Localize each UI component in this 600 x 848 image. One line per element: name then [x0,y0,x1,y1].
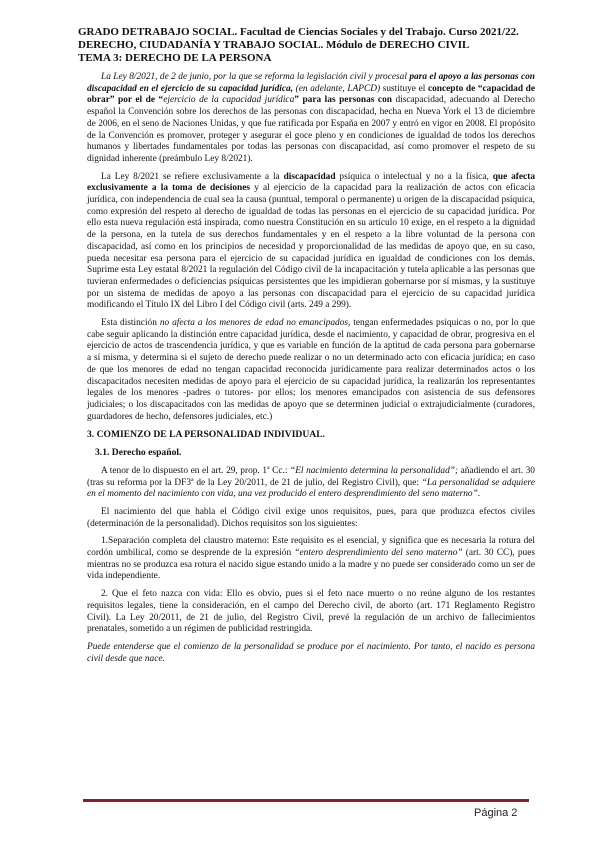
text-span: , tengan enfermedades psíquicas o no, por lo que cabe seguir aplicando la distinción entre capacidad jurídica, desde el nacimiento, y capacidad de obrar, progresiva en el ejercicio de actos de trascendencia jurídica, y que es variable en función de la aptitud de cada persona para gobernarse a sí misma, y determina si el sujeto de derecho puede realizar o no un determinado acto con eficacia jurídica; en caso de que los menores de edad no tengan capacidad reconocida jurídicamente para realizar determinados actos o los discapacitados necesiten medidas de apoyo para el ejercicio de su capacidad jurídica, la realizarán los representantes legales de los menores -padres o tutores- por ellos; los menores emancipados con asistencia de sus defensores judiciales; o los discapacitados con las medidas de apoyo que se determinen judicial o extrajudicialmente (curadores, guardadores de hecho, defensores judiciales, etc.) [87,318,535,422]
text-span: (art. 30 CC), pues mientras no se produzca esa rotura el nacido sigue estando unido a la madre y no puede ser considerado como un ser de vida independiente. [87,548,535,582]
subsection-heading-3-1: 3.1. Derecho español. [95,447,182,459]
concept-bold-end: ” para las personas con [294,95,392,106]
menores-italic: no afecta a los menores de edad no emancipados [159,318,349,329]
text-span: A tenor de lo dispuesto en el art. 29, prop. 1ª Cc.: [101,465,291,476]
header-course-line: GRADO DETRABAJO SOCIAL. Facultad de Ciencias Sociales y del Trabajo. Curso 2021/22. [78,26,519,38]
requirement-1 [87,536,535,583]
footer-rule [83,799,529,802]
lapcd-note: (en adelante, LAPCD) [293,83,381,94]
quote-art30: “La personalidad se adquiere en el momento del nacimiento con vida, una vez producido el entero desprendimiento del seno materno” [87,477,535,500]
paragraph-art29 [87,466,535,501]
document-body [87,72,535,671]
concept-bold: concepto de “capacidad de obrar” por el de “ [87,83,535,106]
header-topic-line: TEMA 3: DERECHO DE LA PERSONA [78,52,272,64]
text-span: sustituye el [380,83,428,94]
law-purpose: para el apoyo a las personas con discapacidad en el ejercicio de su capacidad jurídica, [87,72,535,94]
quote-desprendimiento: “entero desprendimiento del seno materno” [294,548,463,559]
concept-italic: ejercicio de la capacidad jurídica [163,95,295,106]
text-span: . [477,489,481,500]
text-span: y al ejercicio de la capacidad para la realización de actos con eficacia jurídica, con independencia de cual sea la causa (puntual, temporal o permanente) u origen de la discapacidad psíquica, como expresión del respeto al derecho de igualdad de todas las personas en el ejercicio de su capacidad jurídica. Por ello esta nueva regulación está inspirada, como nuestra Constitución en su artículo 10 exige, en el respeto a la dignidad de la persona, en la tutela de sus derechos fundamentales y en el respeto a la libre voluntad de la persona con discapacidad, así como en los principios de necesidad y proporcionalidad de las medidas de apoyo que, en su caso, pueda necesitar esa persona para el ejercicio de su capacidad jurídica en igualdad de condiciones con los demás. Suprime esta Ley estatal 8/2021 la regulación del Código civil de la incapacitación y tutela aplicable a las personas que tuvieran enfermedades o deficiencias psíquicas persistentes que les impidieran gobernarse por sí mismas, y la sustituye por un sistema de medidas de apoyo a las personas con discapacidad para el ejercicio de su capacidad jurídica modificando el Título IX del Libro I del Código civil (arts. 249 a 299). [87,183,535,311]
text-span: Esta distinción [101,318,160,329]
paragraph-menores [87,318,535,423]
discapacidad-term: discapacidad [283,171,336,182]
page-header [78,26,548,65]
page-number: Página 2 [474,807,518,819]
header-module-line: DERECHO, CIUDADANÍA Y TRABAJO SOCIAL. Módulo de DERECHO CIVIL [78,39,470,51]
paragraph-requisitos: El nacimiento del que habla el Código civil exige unos requisitos, pues, para que produzca efectos civiles (determinación de la personalidad). Dichos requisitos son los siguientes: [87,506,535,529]
text-span: psíquica o intelectual y no a la física, [335,171,493,182]
requirement-2: 2. Que el feto nazca con vida: Ello es obvio, pues si el feto nace muerto o no reúne alguno de los restantes requisitos legales, tiene la consideración, en el campo del Derecho civil, de aborto (art. 171 Reglamento Registro Civil). La Ley 20/2011, de 21 de julio, del Registro Civil, prevé la regulación de un archivo de fallecimientos prenatales, sometido a un régimen de publicidad restringida. [87,589,535,635]
text-span: discapacidad, adecuando al Derecho español la Convención sobre los derechos de las personas con discapacidad, hecha en Nueva York el 13 de diciembre de 2006, en el seno de Naciones Unidas, y que fue ratificada por España en 2007 y entró en vigor en 2008. El propósito de la Convención es promover, proteger y asegurar el goce pleno y en condiciones de igualdad de todos los derechos humanos y libertades fundamentales por todas las personas con discapacidad, así como promover el respeto de su dignidad inherente (preámbulo Ley 8/2021). [87,95,535,164]
decisions-bold: que afecta exclusivamente a la toma de decisiones [87,171,535,194]
paragraph-ley-intro [87,72,535,166]
paragraph-discapacidad [87,172,535,312]
law-title: La Ley 8/2021, de 2 de junio, por la que se reforma la legislación civil y procesal [101,72,407,82]
text-span: 1.Separación completa del claustro materno: Este requisito es el esencial, y significa que es necesaria la rotura del cordón umbilical, como se desprende de la expresión [87,536,535,559]
text-span: añadiendo el art. 30 (tras su reforma por la DF3ª de la Ley 20/2011, de 21 de julio, del Registro Civil), que: [87,465,535,488]
text-span: La Ley 8/2021 se refiere exclusivamente a la [101,171,284,182]
paragraph-conclusion [87,642,535,665]
section-heading-3: 3. COMIENZO DE LA PERSONALIDAD INDIVIDUAL. [87,429,326,441]
quote-art29: “El nacimiento determina la personalidad”; [290,465,459,476]
conclusion-italic: Puede entenderse que el comienzo de la personalidad se produce por el nacimiento. Por tanto, el nacido es persona civil desde que nace. [87,641,535,664]
